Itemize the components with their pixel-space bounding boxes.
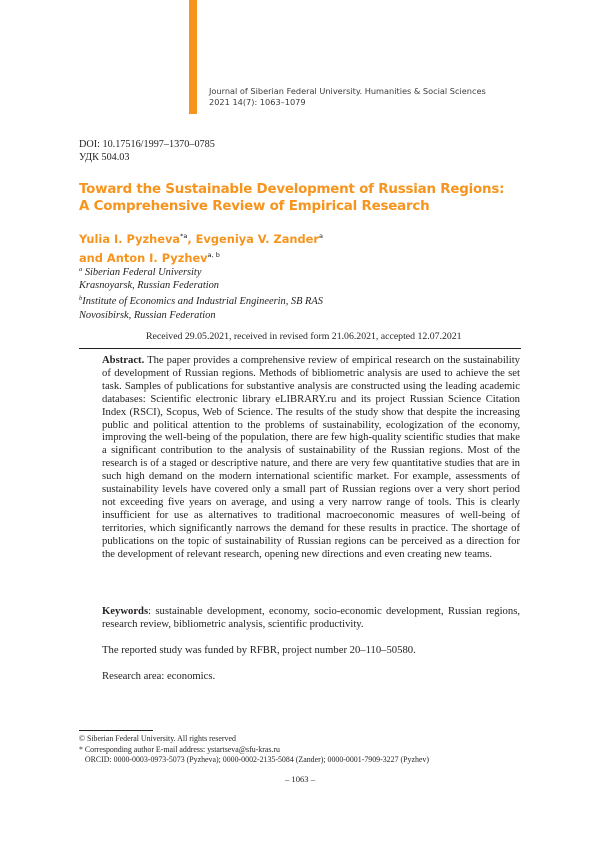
affiliation-sup: a [79,266,83,273]
author-sup: a [319,232,323,240]
affiliation-line: $^b$Institute of Economics and Industrial Engineerin, SB RAS [79,295,323,308]
keywords-text: : sustainable development, economy, socio-economic development, Russian regions, research review, bibliometric analysis, scientific productivity. [102,606,520,630]
udk: УДК 504.03 [79,152,130,163]
keywords-label: Keywords [102,606,149,617]
divider [79,348,521,349]
author-separator: , [187,232,196,246]
author-name: and Anton I. Pyzhev [79,251,208,265]
doi[interactable]: DOI: 10.17516/1997–1370–0785 [79,139,215,150]
abstract [102,355,520,562]
research-area: Research area: economics. [102,671,216,682]
corresponding-author-note[interactable]: * Corresponding author E-mail address: ystartseva@sfu-kras.ru [79,744,280,754]
journal-name: Journal of Siberian Federal University. Humanities & Social Sciences [209,86,486,96]
affiliation-line: Krasnoyarsk, Russian Federation [79,280,219,292]
title-line-2: A Comprehensive Review of Empirical Research [79,199,430,214]
author-line-1 [79,228,323,247]
accent-bar [189,0,197,114]
author-name: Evgeniya V. Zander [195,232,319,246]
keywords [102,606,520,632]
footnotes [79,734,429,766]
affiliations [79,263,323,322]
copyright-note: © Siberian Federal University. All rights reserved [79,734,236,743]
journal-header [209,86,486,108]
authors [79,228,323,266]
orcid-note: ORCID: 0000-0003-0973-5073 (Pyzheva); 0000-0002-2135-5084 (Zander); 0000-0001-7909-3227 (Pyzhev) [79,755,429,765]
author-sup: *a [180,232,188,240]
author-name: Yulia I. Pyzheva [79,232,181,246]
received-dates: Received 29.05.2021, received in revised form 21.06.2021, accepted 12.07.2021 [146,331,462,342]
title-line-1: Toward the Sustainable Development of Russian Regions: [79,182,505,197]
affiliation-line: Novosibirsk, Russian Federation [79,309,216,321]
abstract-label: Abstract. [102,355,145,366]
journal-issue: 2021 14(7): 1063–1079 [209,97,306,107]
affiliation-sup: b [79,295,83,303]
footnote-divider [79,730,153,731]
article-meta [79,138,215,164]
author-sup: a, b [207,251,220,259]
affiliation-line: $^a$ Siberian Federal University [79,266,202,278]
funding-note: The reported study was funded by RFBR, project number 20–110–50580. [102,645,416,656]
article-title [79,181,539,215]
page-number: – 1063 – [284,774,316,784]
abstract-text: The paper provides a comprehensive review of empirical research on the sustainability of development of Russian regions. Methods of bibliometric analysis are used to achieve the set task. Samples of publications for substantive analysis are constructed using the leading academic databases: Scientific electronic library eLIBRARY.ru and its project Russian Science Citation Index (RSCI), Scopus, Web of Science. The results of the study show that despite the increasing public and political attention to the problems of sustainability, ecologization of the economy, improving the well-being of the population, there are few high-quality scientific studies that make a significant contribution to the analysis of sustainability of the Russian regions. Most of the research is of a staged or descriptive nature, and there are very few quantitative studies that are in such high demand on the modern international scientific market. For example, assessments of sustainability levels have covered only a small part of Russian regions over a very short period not exceeding five years on average, and using a very narrow range of tools. This is clearly insufficient for use as alternatives to traditional macroeconomic measures of well-being of territories, which significantly narrows the demand for these results in practice. The shortage of publications on the topic of sustainability of Russian regions can be perceived as a direction for the development of relevant research, opening new directions and even creating new teams. [102,355,520,560]
